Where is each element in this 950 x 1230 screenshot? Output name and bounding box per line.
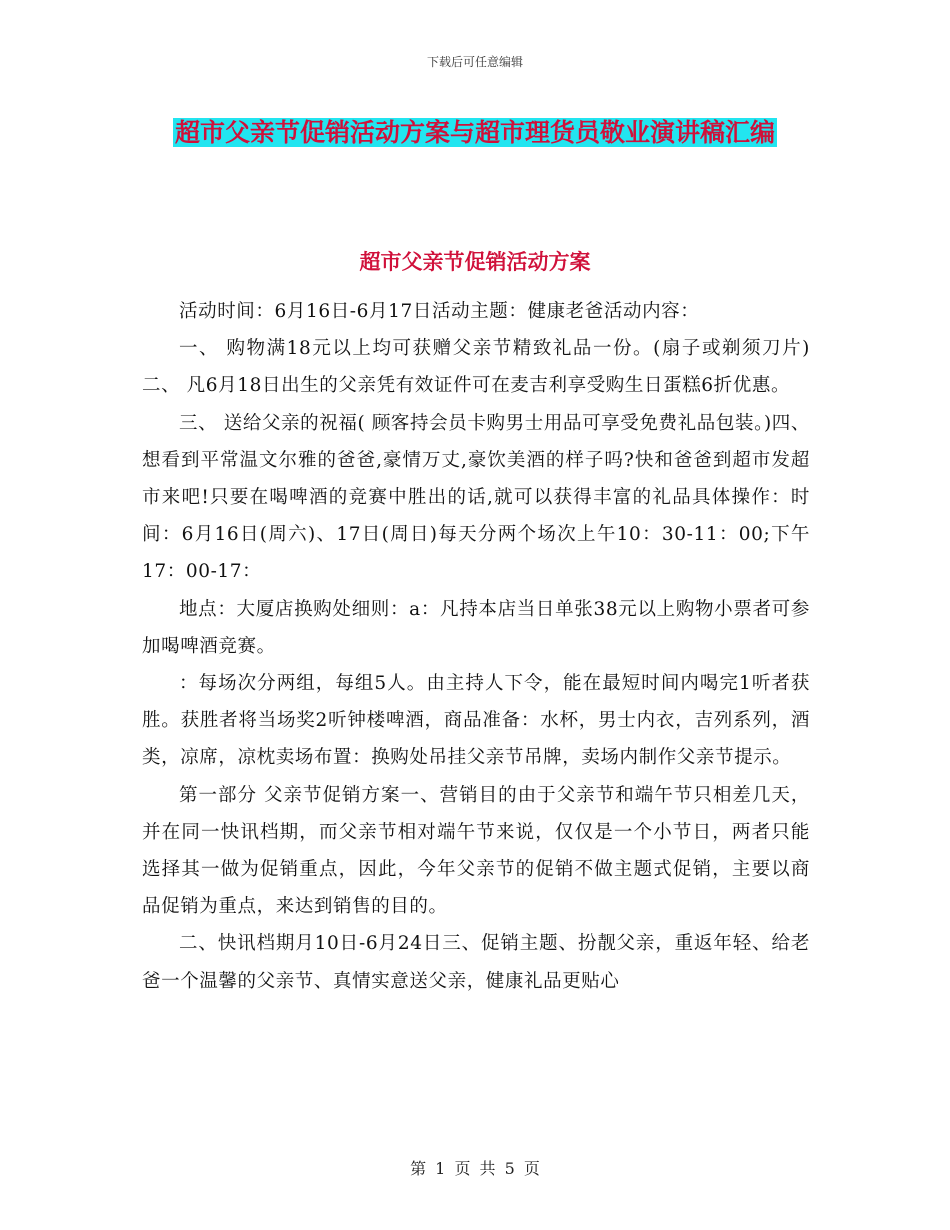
body-paragraph: 三、 送给父亲的祝福( 顾客持会员卡购男士用品可享受免费礼品包装。)四、 想看到平常温文尔雅的爸爸,豪情万丈,豪饮美酒的样子吗?快和爸爸到超市发超市来吧!只要在喝啤酒的竞赛中胜出的话,就可以获得丰富的礼品具体操作：时间：6月16日(周六)、17日(周日)每天分两个场次上午10：30-11：00;下午17：00-17： <box>142 412 810 583</box>
body-paragraph: 第一部分 父亲节促销方案一、营销目的由于父亲节和端午节只相差几天，并在同一快讯档期，而父亲节相对端午节来说，仅仅是一个小节日，两者只能选择其一做为促销重点，因此，今年父亲节的促销不做主题式促销，主要以商品促销为重点，来达到销售的目的。 <box>142 784 810 918</box>
body-paragraph: 一、 购物满18元以上均可获赠父亲节精致礼品一份。(扇子或剃须刀片)二、 凡6月18日出生的父亲凭有效证件可在麦吉利享受购生日蛋糕6折优惠。 <box>142 338 810 397</box>
body-paragraph: ：每场次分两组，每组5人。由主持人下令，能在最短时间内喝完1听者获胜。获胜者将当场奖2听钟楼啤酒，商品准备：水杯，男士内衣，吉列系列，酒类，凉席，凉枕卖场布置：换购处吊挂父亲节吊牌，卖场内制作父亲节提示。 <box>142 673 810 769</box>
body-paragraph: 活动时间：6月16日-6月17日活动主题：健康老爸活动内容： <box>179 301 700 322</box>
page-footer: 第 1 页 共 5 页 <box>410 1159 540 1178</box>
document-title <box>140 110 810 156</box>
body-paragraph: 二、快讯档期月10日-6月24日三、促销主题、扮靓父亲，重返年轻、给老爸一个温馨的父亲节、真情实意送父亲，健康礼品更贴心 <box>142 933 810 992</box>
document-title-text: 超市父亲节促销活动方案与超市理货员敬业演讲稿汇编 <box>174 118 775 147</box>
page-header: 下载后可任意编辑 <box>426 55 523 69</box>
section-title: 超市父亲节促销活动方案 <box>359 249 591 274</box>
body-paragraph: 地点：大厦店换购处细则：a：凡持本店当日单张38元以上购物小票者可参加喝啤酒竞赛。 <box>142 598 810 657</box>
document-body <box>142 293 810 1000</box>
